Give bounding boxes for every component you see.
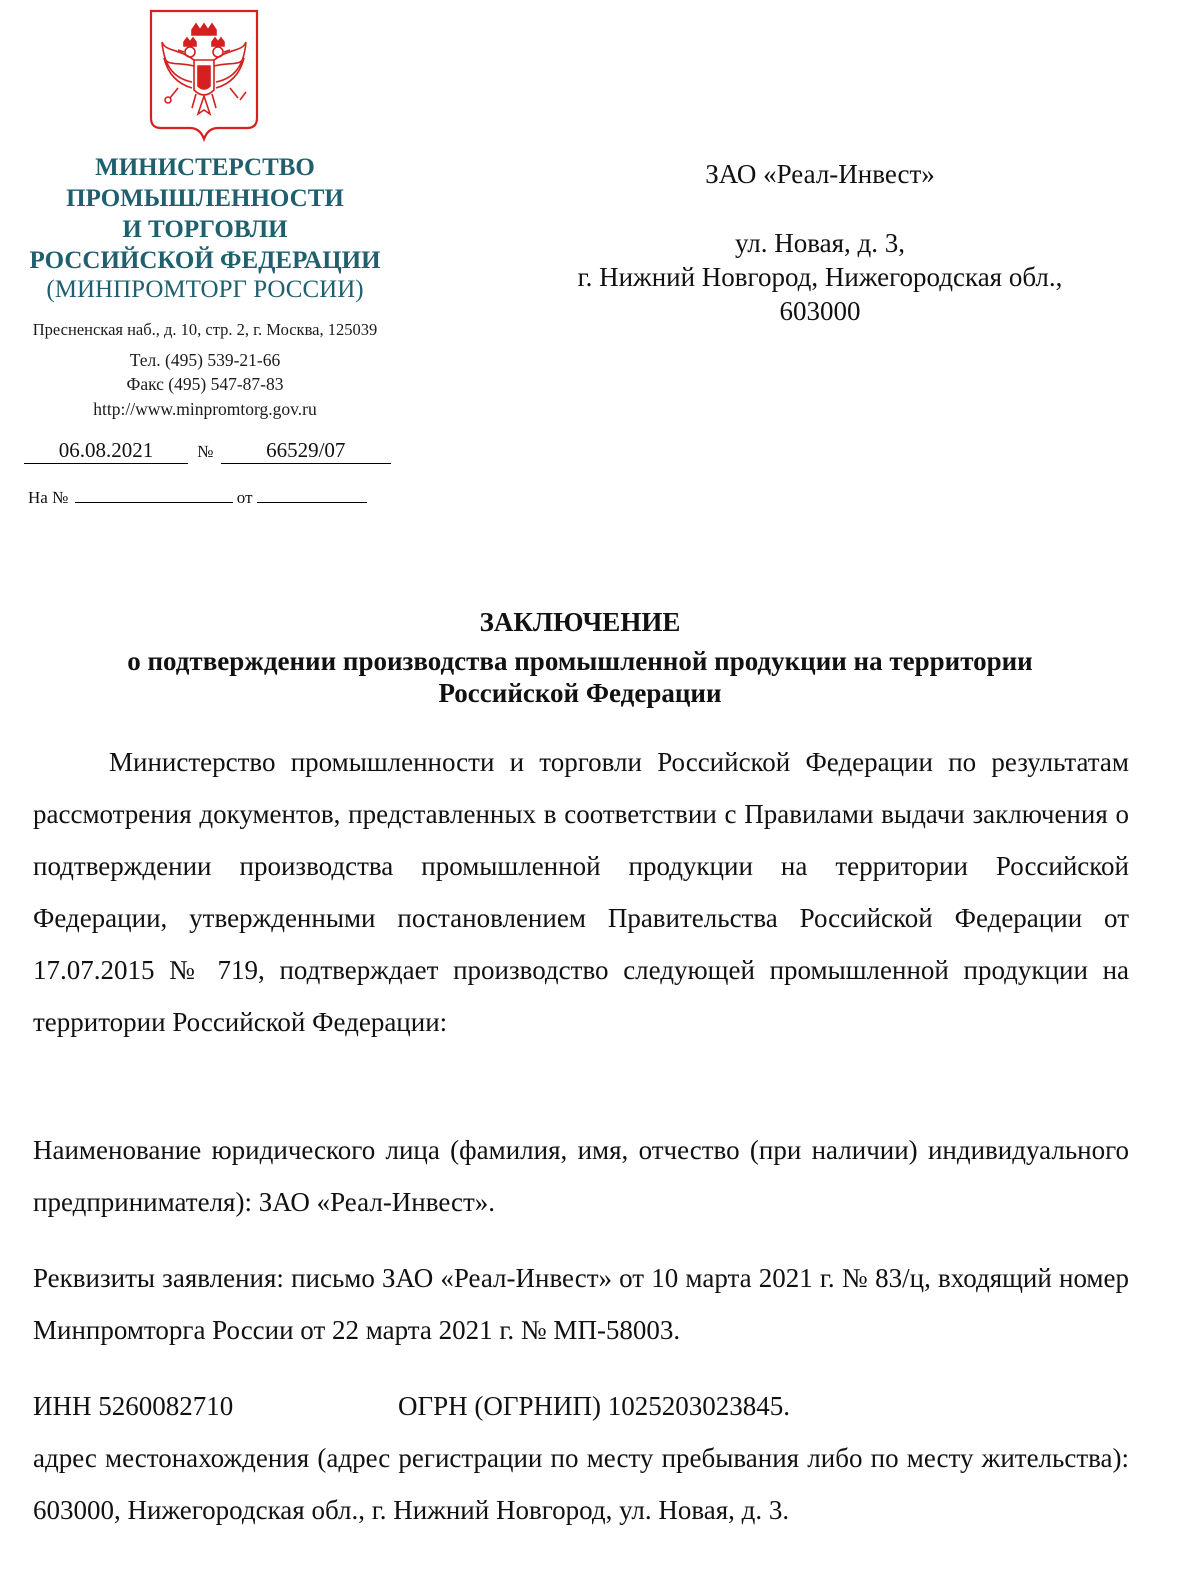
letter-date: 06.08.2021 — [24, 439, 188, 464]
document-title: ЗАКЛЮЧЕНИЕ — [479, 607, 681, 637]
ministry-name-line-2: ПРОМЫШЛЕННОСТИ — [66, 185, 344, 212]
ministry-address: Пресненская наб., д. 10, стр. 2, г. Москва, 125039 — [32, 320, 378, 339]
ogrn-value: ОГРН (ОГРНИП) 1025203023845. — [398, 1391, 790, 1421]
addressee-company: ЗАО «Реал-Инвест» — [705, 159, 935, 189]
document-subtitle-line-2: Российской Федерации — [438, 678, 722, 708]
reference-line — [28, 482, 408, 508]
date-number-line — [24, 438, 404, 464]
number-sign: № — [197, 442, 214, 461]
ministry-name-line-3: И ТОРГОВЛИ — [122, 216, 288, 243]
ministry-name-line-4: РОССИЙСКОЙ ФЕДЕРАЦИИ — [29, 247, 381, 274]
intro-paragraph: Министерство промышленности и торговли Российской Федерации по результатам рассмотрения документов, представленных в соответствии с Правилами выдачи заключения о подтверждении производства промышленной продукции на территории Российской Федерации, утвержденными постановлением Правительства Российской Федерации от 17.07.2015 № 719, подтверждает производство следующей промышленной продукции на территории Российской Федерации: — [33, 747, 1129, 1037]
ref-number-field — [75, 482, 233, 503]
ref-from-label: от — [236, 488, 253, 507]
addressee-city: г. Нижний Новгород, Нижегородская обл., — [577, 262, 1063, 292]
letter-number: 66529/07 — [221, 439, 391, 464]
document-subtitle-line-1: о подтверждении производства промышленной продукции на территории — [127, 646, 1033, 676]
inn-value: ИНН 5260082710 — [33, 1391, 234, 1421]
ref-date-field — [257, 482, 367, 503]
addressee-street: ул. Новая, д. 3, — [734, 228, 906, 258]
ministry-phone: Тел. (495) 539-21-66 — [129, 350, 281, 370]
addressee-postcode: 603000 — [779, 296, 861, 326]
ministry-website[interactable]: http://www.minpromtorg.gov.ru — [93, 399, 317, 419]
entity-paragraph: Наименование юридического лица (фамилия, имя, отчество (при наличии) индивидуального предпринимателя): ЗАО «Реал-Инвест». — [33, 1135, 1129, 1217]
application-paragraph: Реквизиты заявления: письмо ЗАО «Реал-Инвест» от 10 марта 2021 г. № 83/ц, входящий номер Минпромторга России от 22 марта 2021 г. № МП-58003. — [33, 1263, 1129, 1345]
location-paragraph: адрес местонахождения (адрес регистрации по месту пребывания либо по месту жительства): 603000, Нижегородская обл., г. Нижний Новгород, ул. Новая, д. 3. — [33, 1443, 1129, 1525]
ministry-short-name: (МИНПРОМТОРГ РОССИИ) — [46, 276, 364, 303]
coat-of-arms-icon — [148, 8, 260, 142]
ref-label: На № — [28, 488, 69, 507]
ministry-fax: Факс (495) 547-87-83 — [126, 374, 284, 394]
ministry-name-line-1: МИНИСТЕРСТВО — [95, 154, 315, 181]
